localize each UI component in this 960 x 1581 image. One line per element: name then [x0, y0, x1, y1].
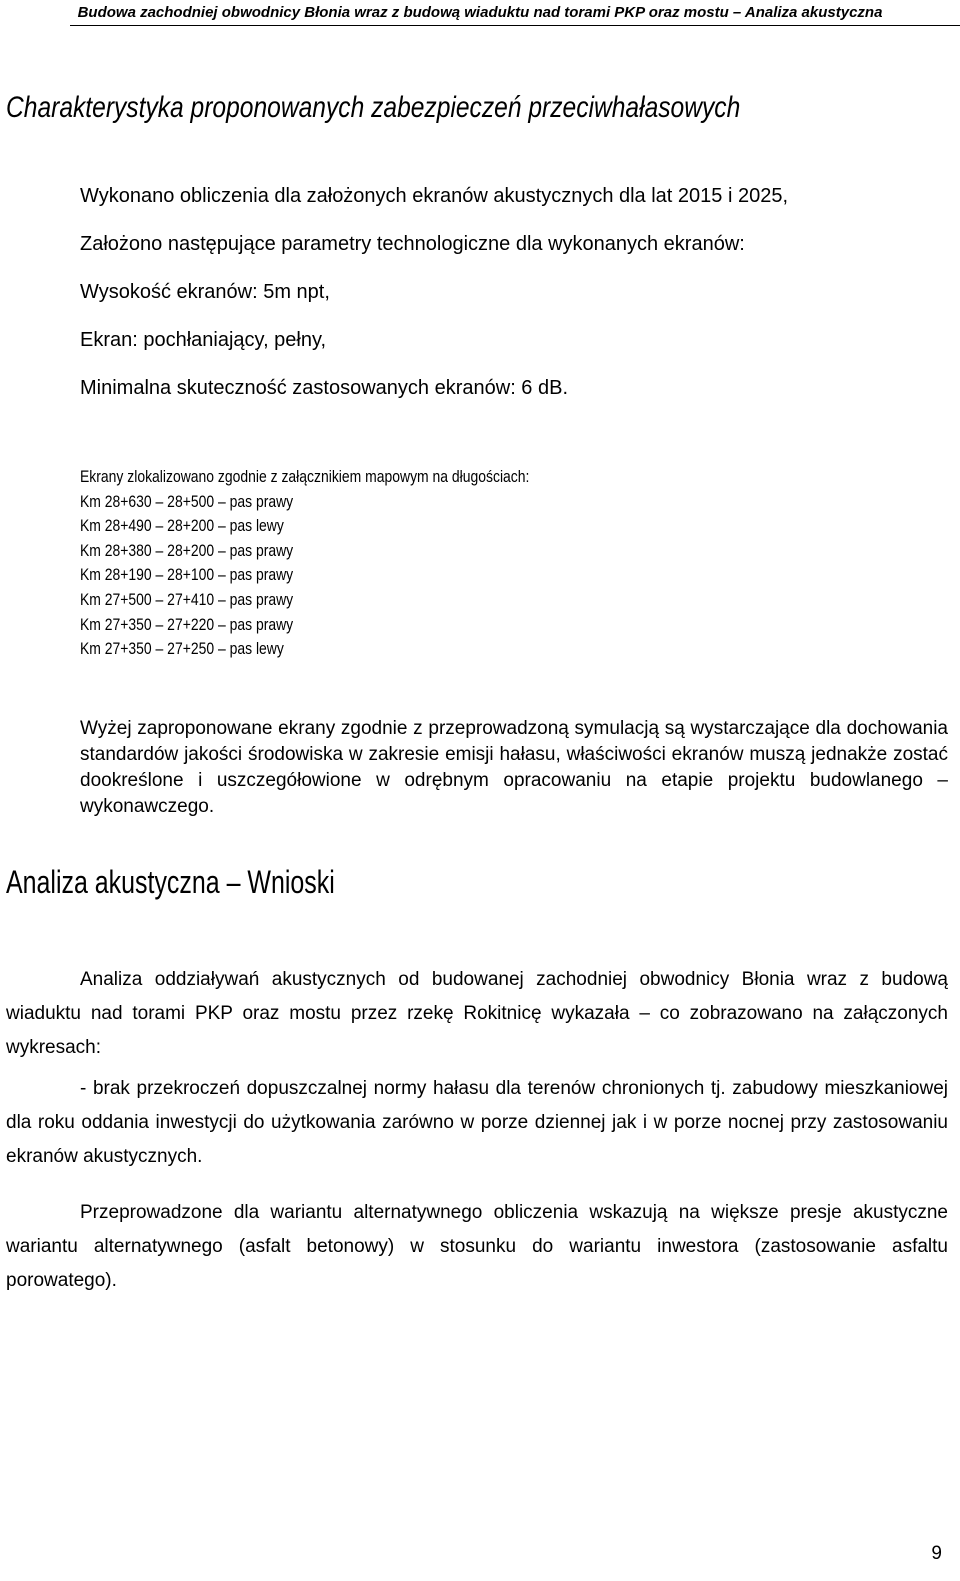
parameter-item: Wykonano obliczenia dla założonych ekranów akustycznych dla lat 2015 i 2025, — [80, 185, 789, 207]
screen-location-item: Km 27+350 – 27+250 – pas lewy — [80, 639, 284, 659]
screen-location-item: Km 28+630 – 28+500 – pas prawy — [80, 491, 294, 511]
parameter-item: Ekran: pochłaniający, pełny, — [80, 329, 327, 351]
header-divider — [70, 25, 960, 26]
screen-locations-list — [80, 465, 529, 662]
technical-parameters-list — [80, 178, 788, 418]
conclusion-paragraph: - brak przekroczeń dopuszczalnej normy hałasu dla terenów chronionych tj. zabudowy mieszkaniowej dla roku oddania inwestycji do użytkowania zarówno w porze dziennej jak i w porze nocnej przy zastosowaniu ekranów akustycznych. — [6, 1078, 948, 1167]
section-title-conclusions: Analiza akustyczna – Wnioski — [6, 864, 335, 900]
section-title-noise-protection: Charakterystyka proponowanych zabezpieczeń przeciwhałasowych — [6, 91, 741, 124]
parameter-item: Minimalna skuteczność zastosowanych ekranów: 6 dB. — [80, 377, 569, 399]
screen-locations-intro: Ekrany zlokalizowano zgodnie z załącznikiem mapowym na długościach: — [80, 467, 530, 486]
conclusion-paragraph: Analiza oddziaływań akustycznych od budowanej zachodniej obwodnicy Błonia wraz z budową wiaduktu nad torami PKP oraz mostu przez rzekę Rokitnicę wykazała – co zobrazowano na załączonych wykresach: — [6, 969, 948, 1058]
screen-location-item: Km 28+490 – 28+200 – pas lewy — [80, 516, 284, 536]
parameter-item: Wysokość ekranów: 5m npt, — [80, 281, 330, 303]
screen-location-item: Km 28+190 – 28+100 – pas prawy — [80, 565, 294, 585]
parameter-item: Założono następujące parametry technologiczne dla wykonanych ekranów: — [80, 233, 745, 255]
page-number: 9 — [931, 1543, 942, 1564]
screens-summary-paragraph: Wyżej zaproponowane ekrany zgodnie z przeprowadzoną symulacją są wystarczające dla dochowania standardów jakości środowiska w zakresie emisji hałasu, właściwości ekranów muszą jednakże zostać dookreślone i uszczegółowione w odrębnym opracowaniu na etapie projektu budowlanego – wykonawczego. — [80, 718, 948, 817]
screen-location-item: Km 28+380 – 28+200 – pas prawy — [80, 540, 294, 560]
screen-location-item: Km 27+350 – 27+220 – pas prawy — [80, 614, 294, 634]
conclusion-paragraph: Przeprowadzone dla wariantu alternatywnego obliczenia wskazują na większe presje akustyczne wariantu alternatywnego (asfalt betonowy) w stosunku do wariantu inwestora (zastosowanie asfaltu porowatego). — [6, 1202, 948, 1291]
screen-location-item: Km 27+500 – 27+410 – pas prawy — [80, 589, 294, 609]
running-header: Budowa zachodniej obwodnicy Błonia wraz z budową wiaduktu nad torami PKP oraz mostu – Analiza akustyczna — [77, 4, 883, 21]
